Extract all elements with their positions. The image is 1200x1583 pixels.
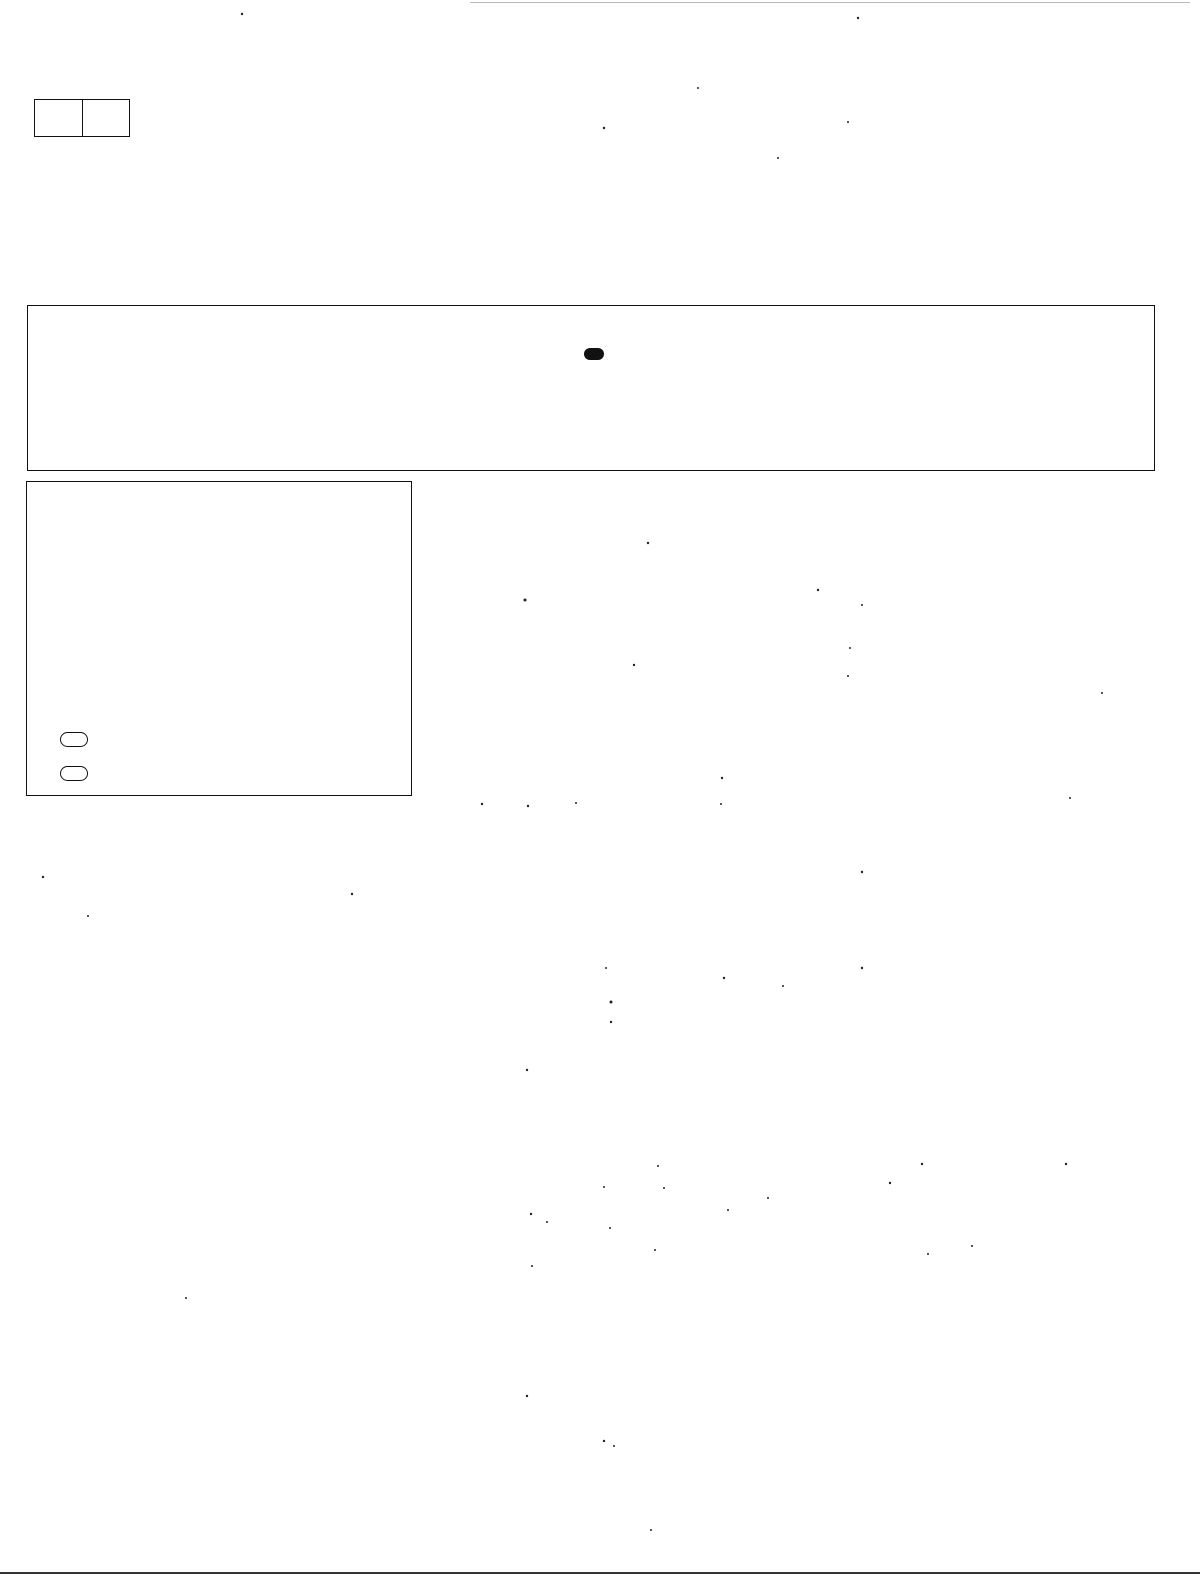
page-bottom-edge — [0, 1572, 1200, 1574]
